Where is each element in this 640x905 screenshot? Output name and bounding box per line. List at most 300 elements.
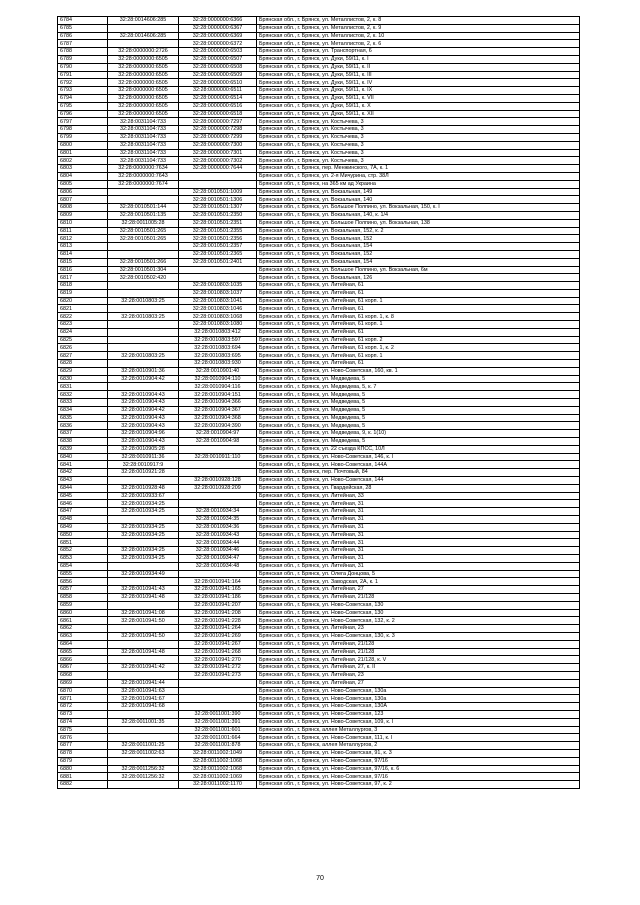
parcel-number-cell: 32:28:0010501:265 [108,235,179,243]
row-number-cell: 6811 [58,227,108,235]
parcel-number-cell: 32:28:0010921:28 [108,469,179,477]
table-row [58,453,580,461]
table-row [58,211,580,219]
address-cell: Брянская обл., г. Брянск, ул. Литейная, 23 [257,671,580,679]
row-number-cell: 6876 [58,734,108,742]
parcel-number-cell: 32:28:0010901:36 [108,367,179,375]
object-number-cell: 32:28:0010934:44 [179,539,257,547]
parcel-number-cell: 32:28:0031104:733 [108,126,179,134]
object-number-cell: 32:28:0010934:47 [179,554,257,562]
object-number-cell: 32:28:0010934:34 [179,508,257,516]
row-number-cell: 6848 [58,516,108,524]
object-number-cell: 32:28:0010501:2401 [179,258,257,266]
parcel-number-cell: 32:28:0000000:6505 [108,79,179,87]
row-number-cell: 6874 [58,718,108,726]
address-cell: Брянская обл., г. Брянск, ул. Костычева, 3 [257,149,580,157]
table-row [58,664,580,672]
object-number-cell: 32:28:0010941:269 [179,632,257,640]
table-row [58,445,580,453]
object-number-cell: 32:28:0010803:1041 [179,297,257,305]
table-row [58,593,580,601]
address-cell: Брянская обл., г. Брянск, ул. Ново-Советская, 130 [257,609,580,617]
address-cell: Брянская обл., г. Брянск, ул. Литейная, 31 [257,531,580,539]
address-cell: Брянская обл., г. Брянск, ул. Гвардейская, 28 [257,484,580,492]
parcel-number-cell [108,243,179,251]
address-cell: Брянская обл., г. Брянск, ул. Олега Донцова, 5 [257,570,580,578]
address-cell: Брянская обл., г. Брянск, ул. Медведева, 9, к. 1(10) [257,430,580,438]
object-number-cell: 32:28:0010803:597 [179,336,257,344]
object-number-cell: 32:28:0000000:7298 [179,126,257,134]
table-row [58,500,580,508]
object-number-cell: 32:28:0010501:2365 [179,250,257,258]
parcel-number-cell: 32:28:0010904:43 [108,399,179,407]
table-row [58,188,580,196]
object-number-cell: 32:28:0011002:1170 [179,781,257,789]
object-number-cell: 32:28:0000000:6366 [179,17,257,25]
row-number-cell: 6812 [58,235,108,243]
row-number-cell: 6829 [58,367,108,375]
table-row [58,71,580,79]
table-row [58,79,580,87]
row-number-cell: 6837 [58,430,108,438]
object-number-cell: 32:28:0011002:1069 [179,773,257,781]
row-number-cell: 6851 [58,539,108,547]
table-row [58,773,580,781]
row-number-cell: 6789 [58,55,108,63]
address-cell: Брянская обл., г. Брянск, ул. Литейная, 27, к. II [257,664,580,672]
table-row [58,165,580,173]
row-number-cell: 6843 [58,477,108,485]
row-number-cell: 6810 [58,219,108,227]
table-row [58,742,580,750]
table-row [58,110,580,118]
object-number-cell: 32:28:0010904:390 [179,422,257,430]
row-number-cell: 6864 [58,640,108,648]
parcel-number-cell: 32:28:0010934:49 [108,570,179,578]
row-number-cell: 6870 [58,687,108,695]
parcel-number-cell: 32:28:0010941:08 [108,609,179,617]
parcel-number-cell: 32:28:0010905:28 [108,445,179,453]
address-cell: Брянская обл., г. Брянск, ул. Костычева, 3 [257,126,580,134]
object-number-cell: 32:28:0000000:7644 [179,165,257,173]
address-cell: Брянская обл., г. Брянск, ул. Литейная, 21/128, к. V [257,656,580,664]
row-number-cell: 6868 [58,671,108,679]
address-cell: Брянская обл., г. Брянск, ул. Литейная, 61 корп. 1, к. 2 [257,344,580,352]
parcel-number-cell [108,336,179,344]
address-cell: Брянская обл., г. Брянск, ул. Литейная, 31 [257,547,580,555]
object-number-cell [179,679,257,687]
table-row [58,562,580,570]
object-number-cell [179,461,257,469]
parcel-number-cell: 32:28:0010928:48 [108,484,179,492]
parcel-number-cell: 32:28:0010904:43 [108,414,179,422]
address-cell: Брянская обл., г. Брянск, пер. Менжинского, 7А, к. 1 [257,165,580,173]
address-cell: Брянская обл., г. Брянск, ул. Костычева, 3 [257,118,580,126]
row-number-cell: 6842 [58,469,108,477]
object-number-cell [179,703,257,711]
address-cell: Брянская обл., г. Брянск, ул. Ново-Советская, 97, к. 2 [257,781,580,789]
parcel-number-cell [108,539,179,547]
row-number-cell: 6860 [58,609,108,617]
address-cell: Брянская обл., г. Брянск, ул. Ново-Советская, 130а [257,687,580,695]
address-cell: Брянская обл., г. Брянск, ул. Литейная, 61 корп. 1, к. 8 [257,313,580,321]
table-row [58,539,580,547]
object-number-cell: 32:28:0011001:390 [179,710,257,718]
table-row [58,414,580,422]
table-row [58,180,580,188]
object-number-cell: 32:28:0010941:273 [179,671,257,679]
parcel-number-cell: 32:28:0010911:36 [108,453,179,461]
parcel-number-cell: 32:28:0010941:43 [108,586,179,594]
table-row [58,344,580,352]
parcel-number-cell: 32:28:0010904:43 [108,438,179,446]
object-number-cell: 32:28:0000000:6508 [179,63,257,71]
object-number-cell: 32:28:0000000:7300 [179,141,257,149]
row-number-cell: 6787 [58,40,108,48]
address-cell: Брянская обл., г. Брянск, ул. Литейная, 27 [257,679,580,687]
address-cell: Брянская обл., г. Брянск, ул. Ново-Советская, 144А [257,461,580,469]
address-cell: Брянская обл., г. Брянск, ул. Вокзальная, 126 [257,274,580,282]
object-number-cell [179,172,257,180]
row-number-cell: 6836 [58,422,108,430]
table-row [58,17,580,25]
table-row [58,126,580,134]
table-row [58,297,580,305]
parcel-number-cell [108,656,179,664]
object-number-cell: 32:28:0010803:930 [179,360,257,368]
address-cell: Брянская обл., г. Брянск, ул. Литейная, 61 [257,328,580,336]
object-number-cell: 32:28:0010803:1080 [179,321,257,329]
address-cell: Брянская обл., г. Брянск, ул. Ново-Советская, 130 [257,601,580,609]
address-cell: Брянская обл., г. Брянск, ул. Костычева, 3 [257,141,580,149]
object-number-cell [179,266,257,274]
row-number-cell: 6808 [58,204,108,212]
parcel-number-cell: 32:28:0010941:48 [108,593,179,601]
object-number-cell: 32:28:0010904:366 [179,399,257,407]
address-cell: Брянская обл., г. Брянск, ул. Дуки, 59/11, к. XII [257,110,580,118]
parcel-number-cell: 32:28:0010941:42 [108,664,179,672]
object-number-cell: 32:28:0010941:208 [179,609,257,617]
address-cell: Брянская обл., г. Брянск, ул. Большое Полпино, ул. Вокзальная, 138 [257,219,580,227]
page-number: 70 [316,875,324,882]
row-number-cell: 6835 [58,414,108,422]
table-row [58,523,580,531]
parcel-number-cell [108,562,179,570]
object-number-cell: 32:28:0010803:412 [179,328,257,336]
address-cell: Брянская обл., г. Брянск, ул. Металлистов, 2, к. 9 [257,24,580,32]
row-number-cell: 6806 [58,188,108,196]
parcel-number-cell [108,757,179,765]
table-row [58,679,580,687]
address-cell: Брянская обл., г. Брянск, ул. Ново-Советская, 130А [257,703,580,711]
row-number-cell: 6859 [58,601,108,609]
parcel-number-cell: 32:28:0010941:50 [108,617,179,625]
table-row [58,718,580,726]
address-cell: Брянская обл., г. Брянск, ул. Вокзальная, 149 [257,188,580,196]
object-number-cell: 32:28:0010803:694 [179,344,257,352]
row-number-cell: 6803 [58,165,108,173]
row-number-cell: 6804 [58,172,108,180]
table-row [58,313,580,321]
address-cell: Брянская обл., г. Брянск, ул. Литейная, 27 [257,586,580,594]
address-cell: Брянская обл., г. Брянск, ул. Большое Полпино, ул. Вокзальная, 150, к. I [257,204,580,212]
table-row [58,617,580,625]
table-row [58,632,580,640]
row-number-cell: 6801 [58,149,108,157]
address-cell: Брянская обл., г. Брянск, ул. Литейная, 31 [257,539,580,547]
row-number-cell: 6855 [58,570,108,578]
row-number-cell: 6819 [58,289,108,297]
address-cell: Брянская обл., г. Брянск, ул. Ново-Советская, 144 [257,477,580,485]
table-row [58,710,580,718]
table-row [58,648,580,656]
row-number-cell: 6807 [58,196,108,204]
parcel-number-cell: 32:28:0011256:32 [108,765,179,773]
row-number-cell: 6818 [58,282,108,290]
object-number-cell [179,180,257,188]
object-number-cell: 32:28:0010934:35 [179,516,257,524]
address-cell: Брянская обл., г. Брянск, ул. Ново-Советская, 132, к. 2 [257,617,580,625]
address-cell: Брянская обл., г. Брянск, ул. Ново-Советская, 97/16 [257,757,580,765]
table-row [58,360,580,368]
object-number-cell: 32:28:0011002:1049 [179,749,257,757]
object-number-cell: 32:28:0010803:1046 [179,305,257,313]
row-number-cell: 6784 [58,17,108,25]
parcel-number-cell: 32:28:0010501:144 [108,204,179,212]
parcel-number-cell: 32:28:0010803:25 [108,297,179,305]
address-cell: Брянская обл., г. Брянск, ул. Литейная, 21/128 [257,648,580,656]
table-row [58,87,580,95]
row-number-cell: 6872 [58,703,108,711]
table-row [58,601,580,609]
table-row [58,328,580,336]
address-cell: Брянская обл., г. Брянск, ул. Ново-Советская, 111, к. I [257,734,580,742]
address-cell: Брянская обл., г. Брянск, на 365 км ад Украина [257,180,580,188]
object-number-cell [179,695,257,703]
parcel-number-cell: 32:28:0000000:7674 [108,180,179,188]
parcel-number-cell [108,734,179,742]
row-number-cell: 6852 [58,547,108,555]
row-number-cell: 6839 [58,445,108,453]
object-number-cell: 32:28:0000000:6518 [179,110,257,118]
table-row [58,352,580,360]
object-number-cell: 32:28:0010941:165 [179,586,257,594]
row-number-cell: 6814 [58,250,108,258]
parcel-number-cell: 32:28:0031104:733 [108,141,179,149]
table-row [58,94,580,102]
row-number-cell: 6826 [58,344,108,352]
parcel-number-cell [108,305,179,313]
table-row [58,282,580,290]
row-number-cell: 6840 [58,453,108,461]
address-cell: Брянская обл., г. Брянск, ул. Литейная, 31 [257,562,580,570]
object-number-cell: 32:28:0000000:6516 [179,102,257,110]
row-number-cell: 6854 [58,562,108,570]
table-row [58,508,580,516]
parcel-number-cell: 32:28:0010904:42 [108,406,179,414]
table-row [58,250,580,258]
row-number-cell: 6823 [58,321,108,329]
row-number-cell: 6847 [58,508,108,516]
address-cell: Брянская обл., г. Брянск, ул. Большое Полпино, ул. Вокзальная, 6м [257,266,580,274]
parcel-number-cell [108,196,179,204]
table-row [58,196,580,204]
row-number-cell: 6805 [58,180,108,188]
row-number-cell: 6785 [58,24,108,32]
address-cell: Брянская обл., г. Брянск, ул. Костычева, 3 [257,157,580,165]
address-cell: Брянская обл., г. Брянск, ул. Литейная, 61 [257,282,580,290]
address-cell: Брянская обл., г. Брянск, ул. Дуки, 59/11, к. VII [257,94,580,102]
table-row [58,118,580,126]
parcel-number-cell: 32:28:0010904:96 [108,430,179,438]
table-row [58,430,580,438]
parcel-number-cell: 32:28:0014606:285 [108,32,179,40]
address-cell: Брянская обл., г. Брянск, ул. Вокзальная, 152, к. 2 [257,227,580,235]
parcel-number-cell: 32:28:0010501:135 [108,211,179,219]
parcel-number-cell [108,328,179,336]
table-row [58,469,580,477]
row-number-cell: 6817 [58,274,108,282]
parcel-number-cell [108,516,179,524]
parcel-number-cell: 32:28:0014606:285 [108,17,179,25]
address-cell: Брянская обл., г. Брянск, ул. Ново-Советская, 160, кв. 1 [257,367,580,375]
row-number-cell: 6873 [58,710,108,718]
address-cell: Брянская обл., г. Брянск, ул. Литейная, 61 корп. 1 [257,297,580,305]
table-row [58,219,580,227]
row-number-cell: 6791 [58,71,108,79]
object-number-cell: 32:28:0010803:1035 [179,282,257,290]
parcel-number-cell [108,726,179,734]
object-number-cell: 32:28:0000000:7299 [179,133,257,141]
table-row [58,274,580,282]
object-number-cell: 32:28:0010501:2351 [179,219,257,227]
address-cell: Брянская обл., г. Брянск, ул. Вокзальная, 152 [257,235,580,243]
object-number-cell: 32:28:0000000:6511 [179,87,257,95]
address-cell: Брянская обл., г. Брянск, ул. Медведева, 5 [257,406,580,414]
row-number-cell: 6792 [58,79,108,87]
parcel-number-cell [108,250,179,258]
address-cell: Брянская обл., г. Брянск, ул. Ново-Советская, 123 [257,710,580,718]
parcel-number-cell: 32:28:0010941:63 [108,687,179,695]
table-row [58,516,580,524]
row-number-cell: 6800 [58,141,108,149]
object-number-cell [179,445,257,453]
address-cell: Брянская обл., г. Брянск, ул. Литейная, 61 [257,360,580,368]
row-number-cell: 6875 [58,726,108,734]
address-cell: Брянская обл., г. Брянск, ул. Дуки, 59/11, к. I [257,55,580,63]
row-number-cell: 6867 [58,664,108,672]
table-row [58,586,580,594]
object-number-cell: 32:28:0010941:268 [179,648,257,656]
address-cell: Брянская обл., г. Брянск, ул. Ново-Советская, 97/16 [257,773,580,781]
table-row [58,63,580,71]
address-cell: Брянская обл., г. Брянск, ул. Литейная, 33 [257,492,580,500]
table-row [58,492,580,500]
object-number-cell: 32:28:0010928:128 [179,477,257,485]
row-number-cell: 6790 [58,63,108,71]
address-cell: Брянская обл., г. Брянск, ул. Вокзальная, 140 [257,196,580,204]
parcel-number-cell: 32:28:0010941:44 [108,679,179,687]
parcel-number-cell: 32:28:0010904:42 [108,375,179,383]
row-number-cell: 6793 [58,87,108,95]
row-number-cell: 6830 [58,375,108,383]
object-number-cell: 32:28:0010934:43 [179,531,257,539]
table-row [58,781,580,789]
table-row [58,336,580,344]
row-number-cell: 6831 [58,383,108,391]
object-number-cell: 32:28:0010501:2356 [179,235,257,243]
row-number-cell: 6821 [58,305,108,313]
address-cell: Брянская обл., г. Брянск, ул. Литейная, 23 [257,625,580,633]
object-number-cell: 32:28:0010941:186 [179,593,257,601]
parcel-number-cell: 32:28:0000000:6505 [108,71,179,79]
parcel-number-cell: 32:28:0011002:63 [108,749,179,757]
object-number-cell: 32:28:0011002:1068 [179,765,257,773]
parcel-number-cell [108,710,179,718]
address-cell: Брянская обл., г. Брянск, ул. Ново-Советская, 146, к. I [257,453,580,461]
object-number-cell: 32:28:0000000:6509 [179,71,257,79]
parcel-number-cell: 32:28:0000000:6505 [108,87,179,95]
address-cell: Брянская обл., г. Брянск, ул. Вокзальная, 154 [257,258,580,266]
table-row [58,266,580,274]
parcel-number-cell: 32:28:0010803:25 [108,352,179,360]
address-cell: Брянская обл., г. Брянск, ул. Ново-Советская, 91, к. 3 [257,749,580,757]
parcel-number-cell: 32:28:0010501:304 [108,266,179,274]
parcel-number-cell: 32:28:0010803:25 [108,313,179,321]
object-number-cell: 32:28:0010803:695 [179,352,257,360]
object-number-cell: 32:28:0010901:40 [179,367,257,375]
address-cell: Брянская обл., г. Брянск, ул. Ново-Советская, 130, к. 3 [257,632,580,640]
object-number-cell: 32:28:0010904:98 [179,438,257,446]
row-number-cell: 6858 [58,593,108,601]
object-number-cell: 32:28:0010501:1307 [179,204,257,212]
object-number-cell: 32:28:0010904:116 [179,383,257,391]
parcel-number-cell: 32:28:0000000:7634 [108,165,179,173]
parcel-number-cell: 32:28:0010934:25 [108,547,179,555]
table-row [58,749,580,757]
object-number-cell: 32:28:0010941:164 [179,578,257,586]
object-number-cell [179,687,257,695]
address-cell: Брянская обл., г. Брянск, ул. Транспортная, 6 [257,48,580,56]
table-row [58,547,580,555]
row-number-cell: 6881 [58,773,108,781]
table-row [58,570,580,578]
object-number-cell: 32:28:0010941:267 [179,640,257,648]
address-cell: Брянская обл., г. Брянск, ул. Медведева, 5 [257,414,580,422]
address-cell: Брянская обл., г. Брянск, ул. Медведева, 5 [257,375,580,383]
table-row [58,671,580,679]
address-cell: Брянская обл., г. Брянск, ул. Ново-Советская, 130а [257,695,580,703]
row-number-cell: 6846 [58,500,108,508]
table-row [58,461,580,469]
parcel-number-cell [108,477,179,485]
object-number-cell: 32:28:0010941:228 [179,617,257,625]
object-number-cell: 32:28:0000000:7301 [179,149,257,157]
parcel-number-cell: 32:28:0031104:733 [108,149,179,157]
object-number-cell: 32:28:0000000:6514 [179,94,257,102]
row-number-cell: 6879 [58,757,108,765]
address-cell: Брянская обл., г. Брянск, ул. Медведева, 5 [257,422,580,430]
object-number-cell: 32:28:0010501:2357 [179,243,257,251]
parcel-number-cell [108,671,179,679]
object-number-cell: 32:28:0011002:1068 [179,757,257,765]
row-number-cell: 6796 [58,110,108,118]
row-number-cell: 6877 [58,742,108,750]
parcel-number-cell [108,578,179,586]
object-number-cell: 32:28:0010911:110 [179,453,257,461]
parcel-number-cell: 32:28:0010502:420 [108,274,179,282]
address-cell: Брянская обл., г. Брянск, ул. Литейная, 61 корп. 1 [257,321,580,329]
